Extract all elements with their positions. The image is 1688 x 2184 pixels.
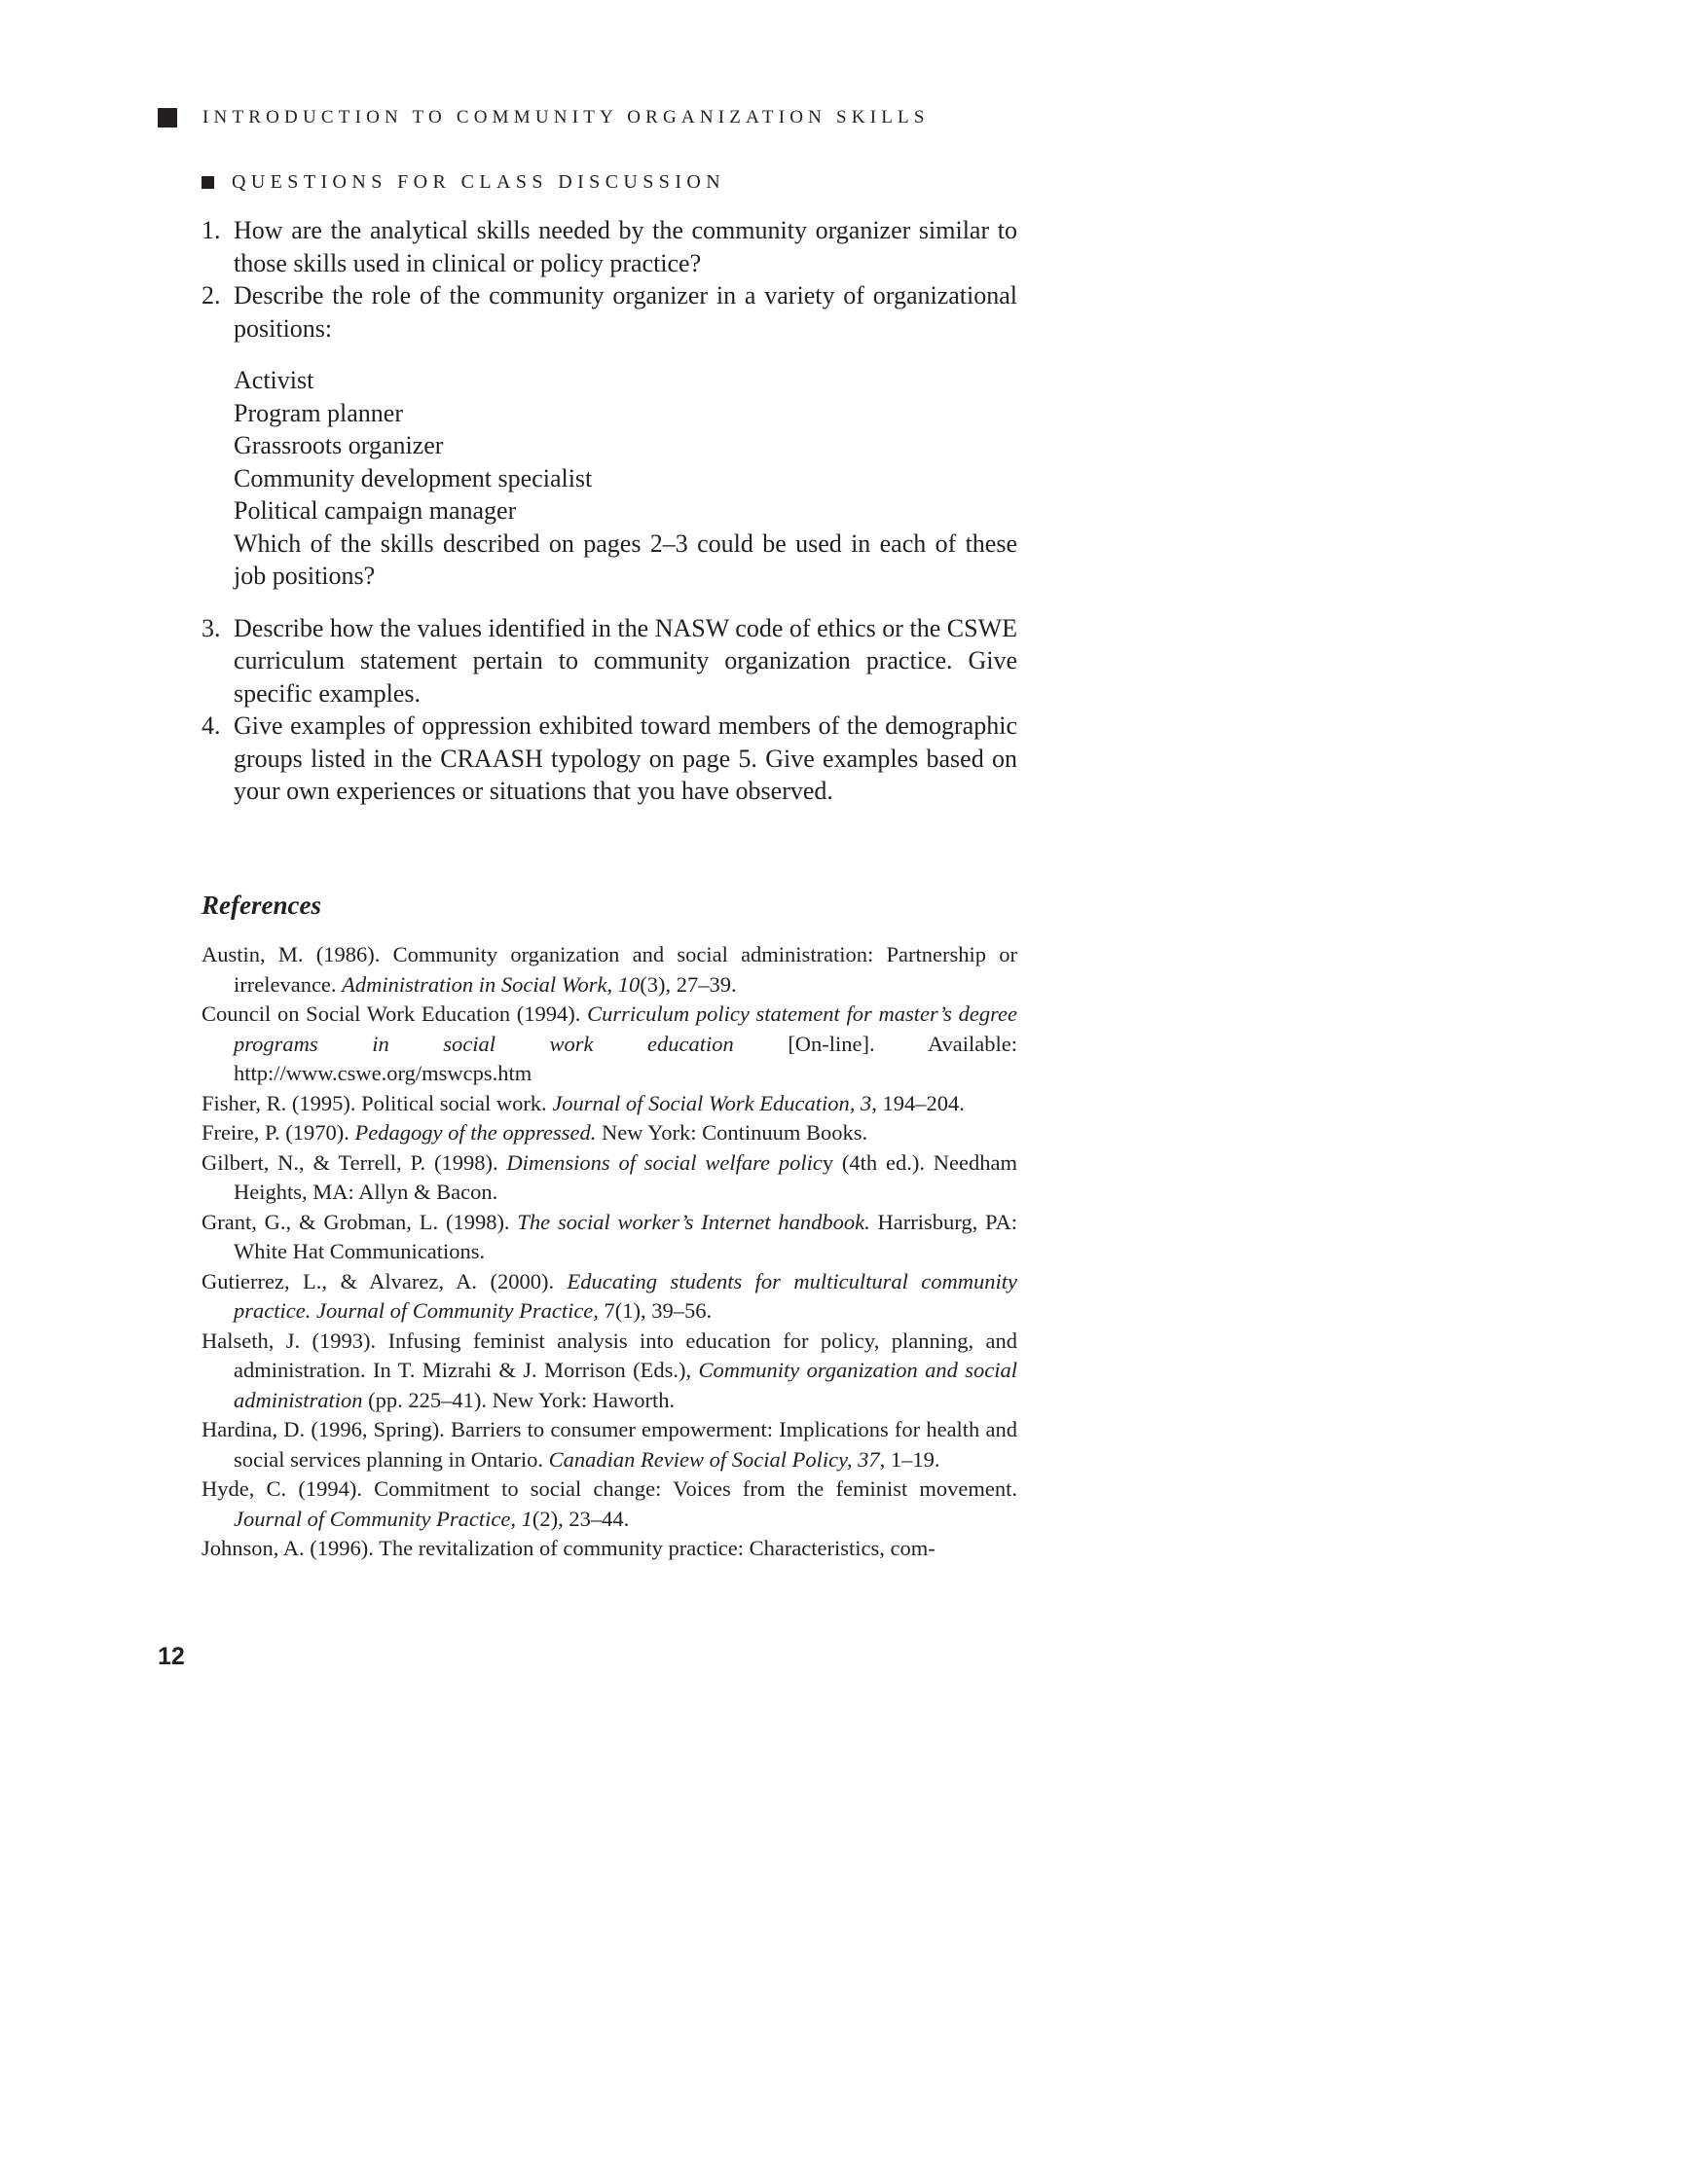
positions-followup: Which of the skills described on pages 2–3 could be used in each of these job positions? [234, 528, 1017, 590]
references-section [202, 891, 1017, 1564]
reference-text: [On-line]. Available: http://www.cswe.org/mswcps.htm [234, 1031, 1017, 1085]
reference-source-title: Journal of Community Practice, 1 [234, 1506, 532, 1531]
reference-entry [202, 1148, 1017, 1208]
position-item: Program planner [234, 398, 404, 427]
references-title: References [202, 891, 321, 920]
reference-text: Fisher, R. (1995). Political social work. [202, 1090, 553, 1115]
question-item [202, 710, 1017, 808]
question-item [202, 279, 1017, 345]
question-number: 3. [202, 613, 221, 642]
question-number: 4. [202, 711, 221, 740]
reference-text: Hyde, C. (1994). Commitment to social change: Voices from the feminist movement. [202, 1476, 1017, 1501]
reference-source-title: Journal of Social Work Education, 3 [552, 1090, 872, 1115]
reference-text: Johnson, A. (1996). The revitalization of community practice: Characteristics, com- [202, 1536, 936, 1560]
question-number: 2. [202, 281, 221, 309]
reference-list [202, 940, 1017, 1564]
page-number: 12 [158, 1643, 185, 1670]
reference-entry [202, 1534, 1017, 1564]
reference-source-title: Educating students for multicultural community practice. Journal of Community Practice, [234, 1268, 1017, 1323]
reference-entry [202, 1267, 1017, 1327]
position-item: Activist [234, 366, 314, 394]
reference-text: Hardina, D. (1996, Spring). Barriers to consumer empowerment: Implications for health and social services planning in Ontario. [202, 1417, 1017, 1472]
reference-source-title: Curriculum policy statement for master’s degree programs in social work education [234, 1001, 1017, 1056]
positions-list [234, 364, 1017, 593]
question-number: 1. [202, 216, 221, 244]
reference-entry [202, 1089, 1017, 1119]
reference-source-title: Pedagogy of the oppressed. [354, 1120, 597, 1145]
reference-text: 7(1), 39–56. [598, 1298, 713, 1323]
question-text: Describe how the values identified in the NASW code of ethics or the CSWE curriculum statement pertain to community organization practice. Give specific examples. [234, 613, 1017, 708]
reference-text: (pp. 225–41). New York: Haworth. [362, 1387, 676, 1412]
reference-text: Austin, M. (1986). Community organization and social administration: Partnership or irrelevance. [202, 942, 1017, 997]
position-item: Community development specialist [234, 463, 593, 492]
reference-text: Council on Social Work Education (1994). [202, 1001, 588, 1026]
square-bullet-icon [202, 176, 214, 189]
reference-text: Freire, P. (1970). [202, 1120, 355, 1145]
reference-text: Harrisburg, PA: White Hat Communications. [234, 1209, 1017, 1263]
reference-source-title: Dimensions of social welfare polic [506, 1149, 823, 1175]
reference-entry [202, 1000, 1017, 1089]
question-text: Describe the role of the community organizer in a variety of organizational positions: [234, 281, 1017, 343]
reference-source-title: The social worker’s Internet handbook. [517, 1209, 870, 1234]
question-text: Give examples of oppression exhibited toward members of the demographic groups listed in the CRAASH typology on page 5. Give examples based on your own experiences or situations that you have observed. [234, 711, 1017, 805]
reference-entry [202, 1208, 1017, 1267]
running-head [158, 107, 930, 128]
reference-text: (3), 27–39. [640, 971, 737, 997]
reference-entry [202, 1327, 1017, 1416]
reference-text: Gilbert, N., & Terrell, P. (1998). [202, 1149, 507, 1175]
square-bullet-icon [158, 108, 177, 127]
reference-text: , 1–19. [879, 1446, 940, 1472]
reference-text: y (4th ed.). Needham Heights, MA: Allyn & Bacon. [234, 1149, 1017, 1204]
question-text: How are the analytical skills needed by the community organizer similar to those skills used in clinical or policy practice? [234, 216, 1017, 277]
reference-entry [202, 1118, 1017, 1148]
reference-text: (2), 23–44. [532, 1506, 630, 1531]
section-heading-text: QUESTIONS FOR CLASS DISCUSSION [232, 171, 726, 193]
reference-source-title: Administration in Social Work, 10 [342, 971, 641, 997]
question-item [202, 612, 1017, 710]
running-head-text: INTRODUCTION TO COMMUNITY ORGANIZATION SKILLS [202, 107, 930, 127]
reference-text: Gutierrez, L., & Alvarez, A. (2000). [202, 1268, 568, 1293]
section-heading [202, 171, 725, 194]
question-item [202, 214, 1017, 279]
reference-text: , 194–204. [871, 1090, 965, 1115]
reference-source-title: Community organization and social administration [234, 1358, 1018, 1412]
reference-text: Grant, G., & Grobman, L. (1998). [202, 1209, 518, 1234]
reference-entry [202, 1474, 1017, 1534]
discussion-questions [202, 214, 1017, 808]
reference-entry [202, 1415, 1017, 1474]
reference-source-title: Canadian Review of Social Policy, 37 [548, 1446, 880, 1472]
position-item: Grassroots organizer [234, 431, 444, 459]
reference-entry [202, 940, 1017, 1000]
reference-text: Halseth, J. (1993). Infusing feminist analysis into education for policy, planning, and administration. In T. Mizrahi & J. Morrison (Eds.), [202, 1328, 1017, 1382]
position-item: Political campaign manager [234, 496, 517, 525]
reference-text: New York: Continuum Books. [596, 1120, 868, 1145]
